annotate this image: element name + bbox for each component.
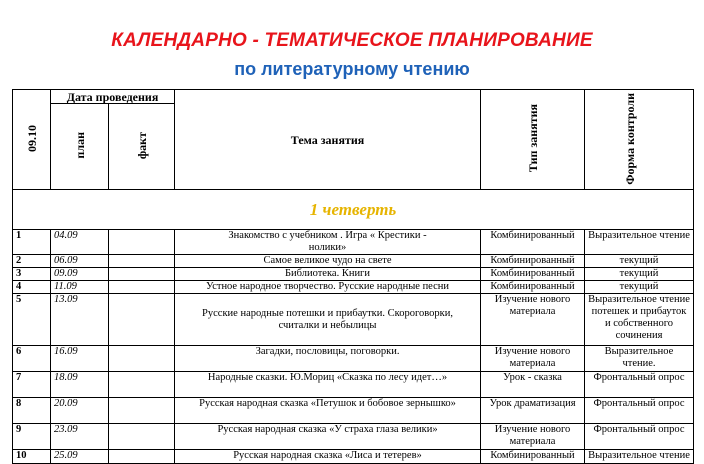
- row-date: 25.09: [51, 450, 109, 464]
- header-date-group: Дата проведения: [51, 90, 175, 104]
- header-plan: план: [51, 104, 109, 190]
- table-row: [13, 281, 694, 294]
- header-topic: Тема занятия: [175, 90, 481, 190]
- planning-table: [12, 89, 694, 464]
- row-num: 5: [13, 294, 51, 346]
- row-control: Выразительное чтение: [585, 230, 694, 255]
- row-fact: [109, 450, 175, 464]
- row-type: Комбинированный: [481, 268, 585, 281]
- row-num: 1: [13, 230, 51, 255]
- row-date: 20.09: [51, 398, 109, 424]
- row-topic: Самое великое чудо на свете: [175, 255, 481, 268]
- row-fact: [109, 398, 175, 424]
- header-num: 09.10: [13, 90, 51, 190]
- row-date: 09.09: [51, 268, 109, 281]
- table-row: [13, 346, 694, 372]
- row-control: текущий: [585, 255, 694, 268]
- page-title: КАЛЕНДАРНО - ТЕМАТИЧЕСКОЕ ПЛАНИРОВАНИЕ: [111, 30, 593, 51]
- row-type: Изучение нового материала: [481, 424, 585, 450]
- row-num: 7: [13, 372, 51, 398]
- header-control: Форма контроли: [585, 90, 694, 190]
- row-fact: [109, 372, 175, 398]
- row-topic: Знакомство с учебником . Игра « Крестики - нолики»: [175, 230, 481, 255]
- table-row: [13, 230, 694, 255]
- row-num: 9: [13, 424, 51, 450]
- row-num: 4: [13, 281, 51, 294]
- row-date: 04.09: [51, 230, 109, 255]
- row-date: 18.09: [51, 372, 109, 398]
- row-date: 16.09: [51, 346, 109, 372]
- table-row: [13, 268, 694, 281]
- row-type: Комбинированный: [481, 255, 585, 268]
- row-type: Урок драматизация: [481, 398, 585, 424]
- row-topic: Русские народные потешки и прибаутки. Скороговорки, считалки и небылицы: [175, 294, 481, 346]
- row-fact: [109, 346, 175, 372]
- row-control: Фронтальный опрос: [585, 424, 694, 450]
- row-type: Изучение нового материала: [481, 346, 585, 372]
- row-fact: [109, 255, 175, 268]
- row-topic: Русская народная сказка «Лиса и тетерев»: [175, 450, 481, 464]
- page-subtitle: по литературному чтению: [234, 59, 470, 79]
- row-num: 3: [13, 268, 51, 281]
- row-topic: Устное народное творчество. Русские народные песни: [175, 281, 481, 294]
- row-topic: Загадки, пословицы, поговорки.: [175, 346, 481, 372]
- row-topic: Библиотека. Книги: [175, 268, 481, 281]
- row-num: 6: [13, 346, 51, 372]
- row-num: 10: [13, 450, 51, 464]
- row-num: 8: [13, 398, 51, 424]
- row-fact: [109, 424, 175, 450]
- row-date: 06.09: [51, 255, 109, 268]
- table-row: [13, 294, 694, 346]
- row-type: Комбинированный: [481, 450, 585, 464]
- row-topic: Русская народная сказка «У страха глаза велики»: [175, 424, 481, 450]
- row-control: Выразительное чтение.: [585, 346, 694, 372]
- header-type: Тип занятия: [481, 90, 585, 190]
- row-date: 11.09: [51, 281, 109, 294]
- row-date: 23.09: [51, 424, 109, 450]
- row-topic: Русская народная сказка «Петушок и бобовое зернышко»: [175, 398, 481, 424]
- row-fact: [109, 294, 175, 346]
- row-fact: [109, 230, 175, 255]
- table-row: [13, 255, 694, 268]
- row-control: Выразительное чтение: [585, 450, 694, 464]
- row-control: Фронтальный опрос: [585, 398, 694, 424]
- table-row: [13, 424, 694, 450]
- row-fact: [109, 268, 175, 281]
- row-control: Фронтальный опрос: [585, 372, 694, 398]
- row-type: Урок - сказка: [481, 372, 585, 398]
- row-control: Выразительное чтение потешек и прибауток и собственного сочинения: [585, 294, 694, 346]
- header-fact: факт: [109, 104, 175, 190]
- row-fact: [109, 281, 175, 294]
- row-type: Комбинированный: [481, 281, 585, 294]
- row-type: Изучение нового материала: [481, 294, 585, 346]
- row-topic: Народные сказки. Ю.Мориц «Сказка по лесу идет…»: [175, 372, 481, 398]
- table-row: [13, 372, 694, 398]
- quarter-label: 1 четверть: [13, 190, 694, 230]
- row-control: текущий: [585, 268, 694, 281]
- row-type: Комбинированный: [481, 230, 585, 255]
- table-row: [13, 398, 694, 424]
- row-date: 13.09: [51, 294, 109, 346]
- table-row: [13, 450, 694, 464]
- row-num: 2: [13, 255, 51, 268]
- row-control: текущий: [585, 281, 694, 294]
